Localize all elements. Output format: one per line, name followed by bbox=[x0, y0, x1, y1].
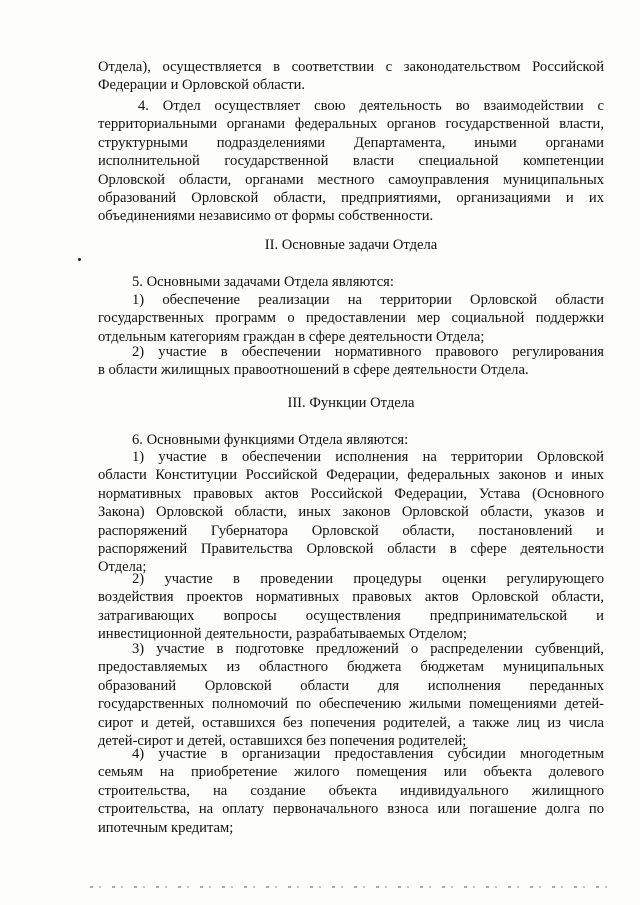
text-line: в области жилищных правоотношений в сфере деятельности Отдела. bbox=[98, 362, 529, 379]
paragraph-5 bbox=[98, 273, 604, 291]
text-line: 3) участие в подготовке предложений о распределении субвенций, bbox=[132, 641, 604, 657]
text-line: государственных программ о предоставлении мер социальной поддержки bbox=[98, 310, 604, 327]
text-line: затрагивающих вопросы осуществления предпринимательской и bbox=[98, 607, 604, 624]
text-line: воздействия проектов нормативных правовых актов Орловской области, bbox=[98, 589, 604, 606]
text-line: предоставляемых из областного бюджета бюджетам муниципальных bbox=[98, 659, 604, 676]
text-line: Орловской области, органами местного самоуправления муниципальных bbox=[98, 171, 604, 188]
text-line: области Конституции Российской Федерации, федеральных законов и иных bbox=[98, 467, 604, 484]
paragraph-6-item-3 bbox=[98, 640, 604, 750]
text-line: Отдела), осуществляется в соответствии с законодательством Российской bbox=[98, 59, 604, 75]
text-line: 5. Основными задачами Отдела являются: bbox=[132, 274, 394, 290]
scan-edge-artifact bbox=[90, 886, 610, 888]
text-line: Отдела; bbox=[98, 559, 147, 576]
section-2-heading: II. Основные задачи Отдела bbox=[264, 237, 438, 253]
text-line: сирот и детей, оставшихся без попечения родителей, а также лиц из числа bbox=[98, 714, 604, 731]
text-line: инвестиционной деятельности, разрабатываемых Отделом; bbox=[98, 626, 467, 643]
text-line: государственных полномочий по обеспечению жилыми помещениями детей- bbox=[98, 696, 604, 713]
text-line: объединениями независимо от формы собственности. bbox=[98, 208, 434, 225]
paragraph-6-item-1 bbox=[98, 448, 604, 577]
text-line: распоряжений Правительства Орловской области в сфере деятельности bbox=[98, 541, 604, 558]
text-line: 4. Отдел осуществляет свою деятельность во взаимодействии с bbox=[138, 98, 604, 114]
text-line: распоряжений Губернатора Орловской области, постановлений и bbox=[98, 522, 604, 539]
paragraph-5-item-1 bbox=[98, 291, 604, 346]
paragraph-6-item-4 bbox=[98, 745, 604, 837]
text-line: Закона) Орловской области, иных законов Орловской области, указов и bbox=[98, 504, 604, 521]
text-line: нормативных правовых актов Российской Федерации, Устава (Основного bbox=[98, 485, 604, 502]
text-line: образований Орловской области, предприятиями, организациями и их bbox=[98, 190, 604, 207]
text-line: строительства, на создание объекта индивидуального жилищного bbox=[98, 782, 604, 799]
text-line: 6. Основными функциями Отдела являются: bbox=[132, 432, 409, 448]
text-line: территориальными органами федеральных органов государственной власти, bbox=[98, 116, 604, 133]
text-line: ипотечным кредитам; bbox=[98, 819, 234, 836]
text-line: строительства, на оплату первоначального взноса или погашение долга по bbox=[98, 801, 604, 818]
text-line: 2) участие в обеспечении нормативного правового регулирования bbox=[132, 344, 604, 360]
paragraph-6 bbox=[98, 431, 604, 449]
text-line: отдельным категориям граждан в сфере деятельности Отдела; bbox=[98, 328, 485, 345]
text-line: исполнительной государственной власти специальной компетенции bbox=[98, 153, 604, 170]
text-line: Федерации и Орловской области. bbox=[98, 77, 306, 94]
text-line: семьям на приобретение жилого помещения или объекта долевого bbox=[98, 764, 604, 781]
paragraph-continuation bbox=[98, 58, 604, 95]
text-line: 2) участие в проведении процедуры оценки регулирующего bbox=[132, 571, 604, 587]
scan-speck bbox=[78, 258, 81, 261]
text-line: 1) обеспечение реализации на территории Орловской области bbox=[132, 292, 604, 308]
text-line: 4) участие в организации предоставления субсидии многодетным bbox=[132, 746, 604, 762]
paragraph-6-item-2 bbox=[98, 570, 604, 644]
paragraph-5-item-2 bbox=[98, 343, 604, 380]
text-line: образований Орловской области для исполнения переданных bbox=[98, 677, 604, 694]
text-line: 1) участие в обеспечении исполнения на территории Орловской bbox=[132, 449, 604, 465]
section-3-heading: III. Функции Отдела bbox=[287, 395, 415, 411]
text-line: структурными подразделениями Департамента, иными органами bbox=[98, 134, 604, 151]
text-line: детей-сирот и детей, оставшихся без попечения родителей; bbox=[98, 733, 467, 750]
paragraph-4 bbox=[98, 97, 604, 226]
